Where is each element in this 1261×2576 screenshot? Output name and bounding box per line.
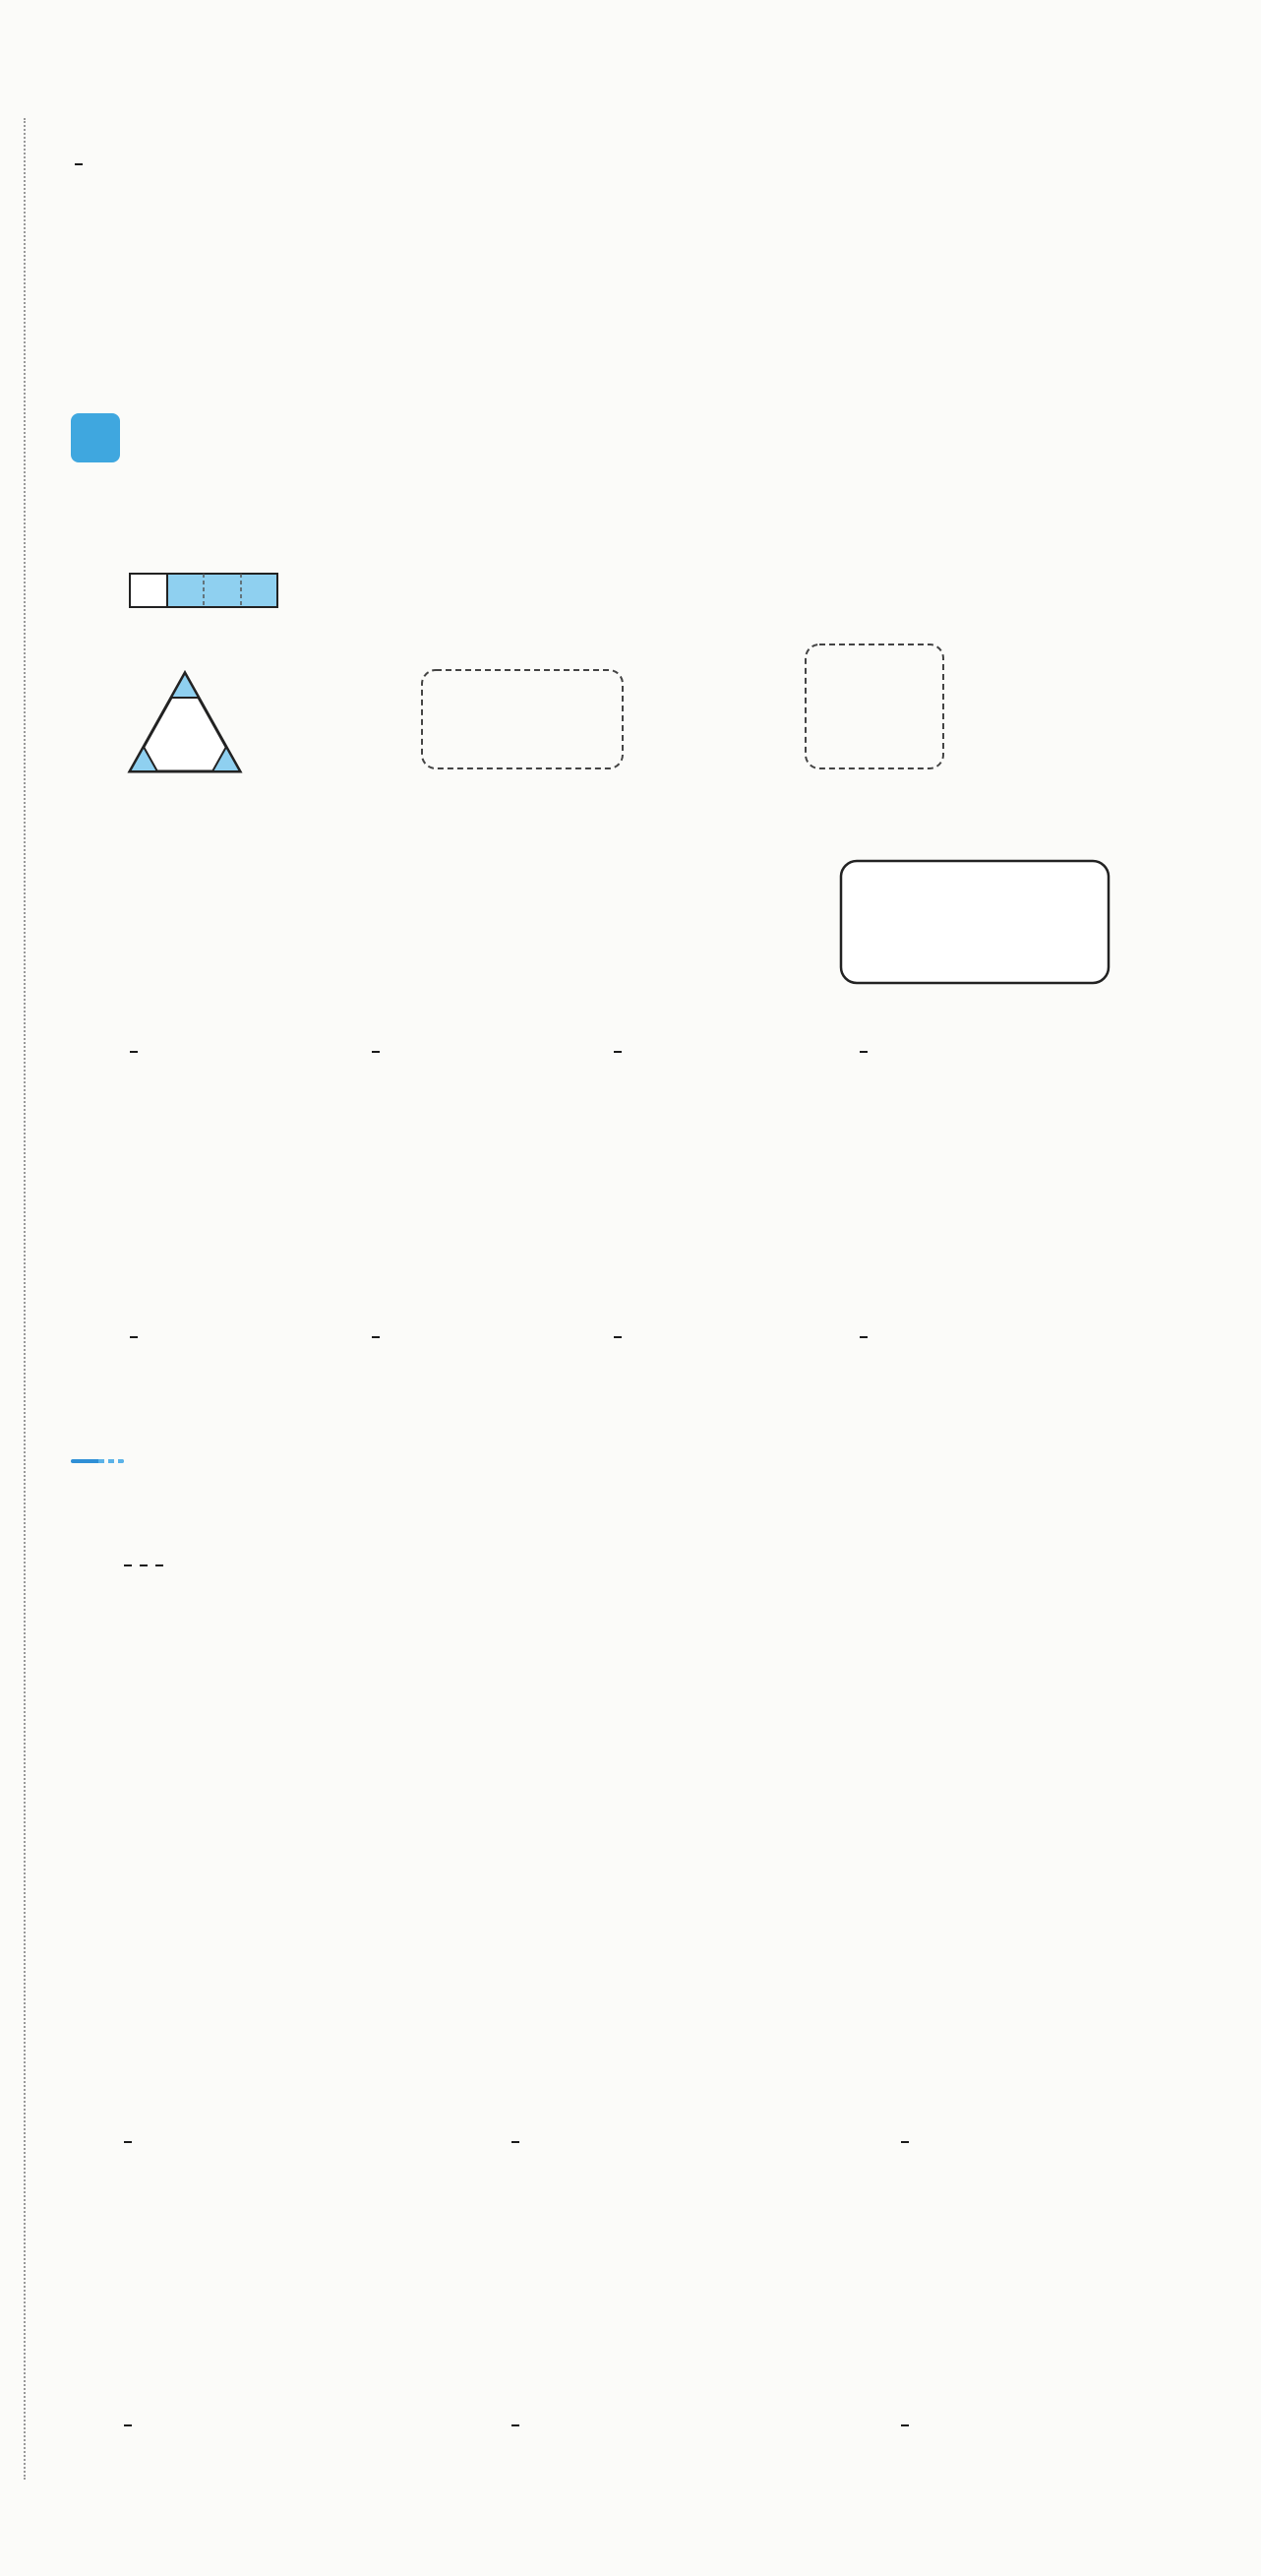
q11-fraction bbox=[75, 163, 83, 165]
q1-figure-b-diamonds bbox=[419, 667, 626, 773]
q3-option-a[interactable] bbox=[126, 1313, 142, 1368]
q2-option-a[interactable] bbox=[126, 1027, 142, 1082]
q1-line2 bbox=[128, 565, 281, 620]
q1-figure-a-triangle bbox=[126, 669, 244, 777]
binding-margin-line bbox=[24, 118, 26, 2480]
q4-fraction-2 bbox=[140, 1564, 148, 1566]
q5-option-b[interactable] bbox=[508, 2117, 523, 2173]
q6-option-c[interactable] bbox=[897, 2401, 913, 2456]
q4-fraction-3 bbox=[155, 1564, 163, 1566]
q2-circles-figure bbox=[838, 858, 1111, 986]
q2-option-d[interactable] bbox=[856, 1027, 871, 1082]
q3-option-d[interactable] bbox=[856, 1313, 871, 1368]
q11-line1 bbox=[71, 140, 87, 196]
q6-option-a[interactable] bbox=[120, 2401, 136, 2456]
q6-option-b[interactable] bbox=[508, 2401, 523, 2456]
q5-option-a[interactable] bbox=[120, 2117, 136, 2173]
literacy-tag bbox=[71, 1459, 124, 1463]
section-header bbox=[71, 407, 134, 462]
q4-line1 bbox=[71, 1431, 142, 1487]
q4-fraction-1 bbox=[124, 1564, 132, 1566]
q2-option-c[interactable] bbox=[610, 1027, 626, 1082]
q1-strip-figure bbox=[128, 572, 281, 611]
q4-line2 bbox=[120, 1541, 167, 1596]
q2-option-b[interactable] bbox=[368, 1027, 384, 1082]
q5-option-c[interactable] bbox=[897, 2117, 913, 2173]
q3-option-b[interactable] bbox=[368, 1313, 384, 1368]
section-badge bbox=[71, 413, 120, 462]
q3-option-c[interactable] bbox=[610, 1313, 626, 1368]
q1-figure-c-circles bbox=[803, 642, 946, 771]
